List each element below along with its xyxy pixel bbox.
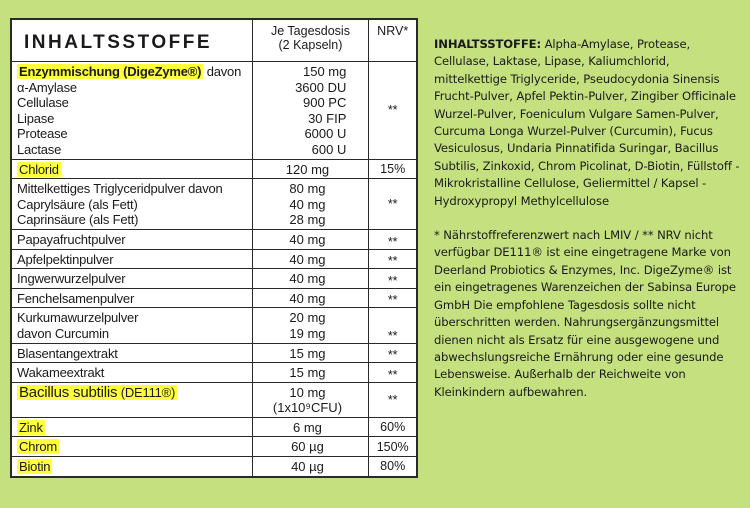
table-row: Ingwerwurzelpulver 40 mg ** [12,269,417,289]
table-header-row [12,20,417,62]
enzyme-heading: Enzymmischung (DigeZyme®) [19,64,202,79]
table-row: Zink 6 mg 60% [12,417,417,437]
ingredients-paragraph [434,36,740,210]
chrom-name: Chrom [19,439,58,455]
nutrition-table-container [10,18,418,478]
zink-name: Zink [19,419,43,435]
enzyme-names: Enzymmischung (DigeZyme®) davon α-Amylase Cellulase Lipase Protease Lactase [12,62,253,160]
dose-column-header: Je Tagesdosis (2 Kapseln) [252,20,369,62]
mct-nrv: ** [369,179,417,230]
table-row: Blasentangextrakt 15 mg ** [12,343,417,363]
chlorid-nrv: 15% [369,159,417,179]
curcuma-names: Kurkumawurzelpulver davon Curcumin [12,308,253,343]
bacillus-nrv: ** [369,382,417,417]
table-row: Fenchelsamenpulver 40 mg ** [12,288,417,308]
table-row: Biotin 40 µg 80% [12,457,417,477]
ingredients-info [434,36,740,401]
chlorid-name: Chlorid [19,161,59,177]
table-title: INHALTSSTOFFE [12,20,253,62]
curcuma-row [12,308,417,343]
bacillus-amount: 10 mg (1x10⁹CFU) [252,382,369,417]
enzyme-row [12,62,417,160]
table-row: Apfelpektinpulver 40 mg ** [12,249,417,269]
table-row: Papayafruchtpulver 40 mg ** [12,229,417,249]
curcuma-amounts: 20 mg 19 mg [252,308,369,343]
chlorid-amount: 120 mg [252,159,369,179]
bacillus-name: Bacillus subtilis [19,383,118,401]
table-row: Wakameextrakt 15 mg ** [12,363,417,383]
mct-amounts: 80 mg 40 mg 28 mg [252,179,369,230]
table-row: Chrom 60 µg 150% [12,437,417,457]
mct-names: Mittelkettiges Triglyceridpulver davon Caprylsäure (als Fett) Caprinsäure (als Fett) [12,179,253,230]
nutrition-table [11,19,417,477]
enzyme-amounts: 150 mg 3600 DU 900 PC 30 FIP 6000 U 600 U [252,62,369,160]
nrv-column-header: NRV* [369,20,417,62]
ingredients-label: INHALTSSTOFFE: [434,37,542,51]
ingredients-text: Alpha-Amylase, Protease, Cellulase, Laktase, Lipase, Kaliumchlorid, mittelkettige Triglyceride, Pseudocydonia Sinensis Frucht-Pulver, Apfel Pektin-Pulver, Zingiber Officinale Wurzel-Pulver, Foeniculum Vulgare Samen-Pulver, Curcuma Longa Wurzel-Pulver (Curcumin), Fucus Vesiculosus, Undaria Pinnatifida Suringar, Bacillus Subtilis, Zinkoxid, Chrom Picolinat, D-Biotin, Füllstoff - Mikrokristalline Cellulose, Geliermittel / Kapsel - Hydroxypropyl Methylcellulose [434,37,740,208]
mct-row [12,179,417,230]
curcuma-nrv: ** [369,308,417,343]
footnote-paragraph: * Nährstoffreferenzwert nach LMIV / ** NRV nicht verfügbar DE111® ist eine eingetragene Marke von Deerland Probiotics & Enzymes, Inc. DigeZyme® ist ein eingetragenes Warenzeichen der Sabinsa Europe GmbH Die empfohlene Tagesdosis sollte nicht überschritten werden. Nahrungsergänzungsmittel dienen nicht als Ersatz für eine ausgewogene und abwechslungsreiche Ernährung oder eine gesunde Lebensweise. Außerhalb der Reichweite von Kleinkindern aufbewahren. [434,228,736,399]
table-row: Bacillus subtilis (DE111®) 10 mg (1x10⁹CFU) ** [12,382,417,417]
enzyme-nrv: ** [369,62,417,160]
table-row [12,159,417,179]
biotin-name: Biotin [19,459,51,475]
